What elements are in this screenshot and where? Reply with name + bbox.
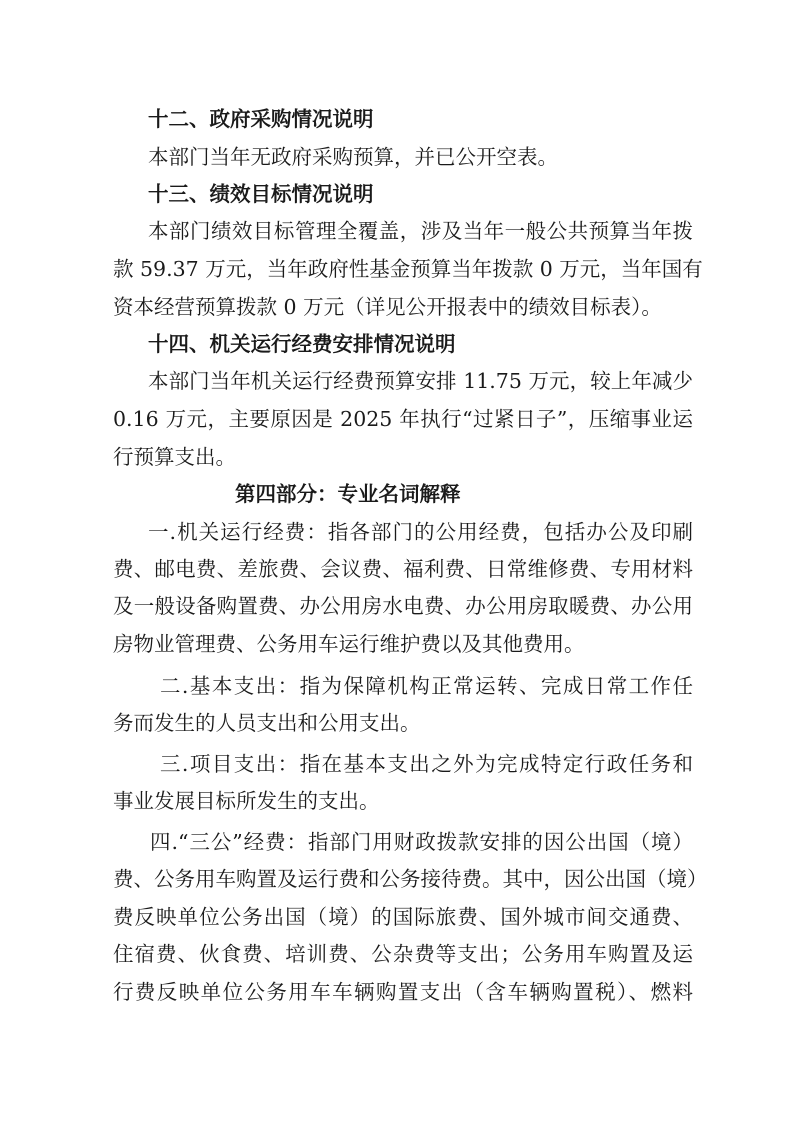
term-1-line-2: 费、邮电费、差旅费、会议费、福利费、日常维修费、专用材料 bbox=[113, 557, 693, 581]
section-13-title: 十三、绩效目标情况说明 bbox=[148, 182, 374, 206]
term-2-line-1: 二.基本支出：指为保障机构正常运转、完成日常工作任 bbox=[160, 674, 693, 698]
section-14-title: 十四、机关运行经费安排情况说明 bbox=[148, 332, 456, 356]
section-14-line-3: 行预算支出。 bbox=[113, 445, 236, 469]
term-1-line-1: 一.机关运行经费：指各部门的公用经费，包括办公及印刷 bbox=[148, 520, 693, 544]
term-2-line-2: 务而发生的人员支出和公用支出。 bbox=[113, 711, 421, 735]
section-13-line-2: 款 59.37 万元，当年政府性基金预算当年拨款 0 万元，当年国有 bbox=[113, 257, 703, 281]
term-3-line-2: 事业发展目标所发生的支出。 bbox=[113, 789, 380, 813]
term-4-line-4: 住宿费、伙食费、培训费、公杂费等支出；公务用车购置及运 bbox=[113, 942, 693, 966]
term-4-line-5: 行费反映单位公务用车车辆购置支出（含车辆购置税）、燃料 bbox=[113, 980, 693, 1004]
term-4-line-2: 费、公务用车购置及运行费和公务接待费。其中，因公出国（境） bbox=[113, 867, 708, 891]
section-13-line-1: 本部门绩效目标管理全覆盖，涉及当年一般公共预算当年拨 bbox=[148, 219, 693, 243]
term-4-line-1: 四.“三公”经费：指部门用财政拨款安排的因公出国（境） bbox=[150, 830, 693, 854]
term-1-line-3: 及一般设备购置费、办公用房水电费、办公用房取暖费、办公用 bbox=[113, 594, 693, 618]
section-12-title: 十二、政府采购情况说明 bbox=[148, 107, 374, 131]
term-1-line-4: 房物业管理费、公务用车运行维护费以及其他费用。 bbox=[113, 632, 585, 656]
section-13-line-3: 资本经营预算拨款 0 万元（详见公开报表中的绩效目标表）。 bbox=[113, 295, 662, 319]
term-3-line-1: 三.项目支出：指在基本支出之外为完成特定行政任务和 bbox=[160, 752, 693, 776]
section-12-text: 本部门当年无政府采购预算，并已公开空表。 bbox=[148, 145, 558, 169]
term-4-line-3: 费反映单位公务出国（境）的国际旅费、国外城市间交通费、 bbox=[113, 905, 693, 929]
section-14-line-2: 0.16 万元，主要原因是 2025 年执行“过紧日子”，压缩事业运 bbox=[113, 407, 693, 431]
part-4-title: 第四部分：专业名词解释 bbox=[235, 482, 461, 506]
section-14-line-1: 本部门当年机关运行经费预算安排 11.75 万元，较上年减少 bbox=[148, 369, 693, 393]
